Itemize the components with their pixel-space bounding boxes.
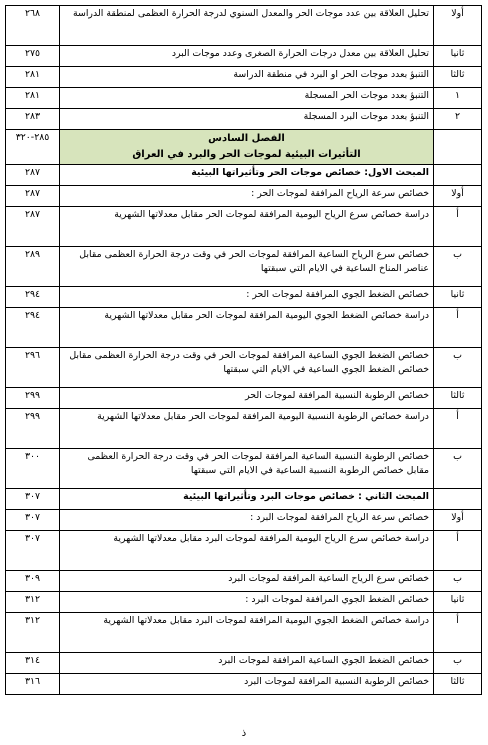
toc-item-number: أ: [434, 308, 482, 348]
toc-item-title: دراسة خصائص الضغط الجوي اليومية المرافقة لموجات الحر مقابل معدلاتها الشهرية: [60, 308, 434, 348]
toc-page-number: ٢٩٤: [6, 287, 60, 308]
toc-item-title: التنبؤ بعدد موجات الحر او البرد في منطقة الدراسة: [60, 67, 434, 88]
toc-item-number: ثالثا: [434, 388, 482, 409]
toc-body: [6, 6, 482, 695]
toc-page-number: ٢٩٦: [6, 348, 60, 388]
toc-item-title: خصائص سرع الرياح الساعية المرافقة لموجات الحر في وقت درجة الحرارة العظمى مقابل عناصر المناخ الساعية في الايام التي سبقتها: [60, 247, 434, 287]
toc-item-number: ب: [434, 571, 482, 592]
toc-page-number: ٣١٢: [6, 592, 60, 613]
toc-item-number: ب: [434, 247, 482, 287]
toc-item-number: أولا: [434, 6, 482, 46]
toc-row: [6, 592, 482, 613]
toc-page-number: ٣١٤: [6, 653, 60, 674]
toc-item-number: أ: [434, 207, 482, 247]
toc-item-title: دراسة خصائص الرطوبة النسبية اليومية المرافقة لموجات الحر مقابل معدلاتها الشهرية: [60, 409, 434, 449]
toc-row: [6, 613, 482, 653]
toc-item-number: ١: [434, 88, 482, 109]
toc-row: [6, 571, 482, 592]
toc-item-number: أ: [434, 531, 482, 571]
toc-item-number: أ: [434, 613, 482, 653]
toc-item-title: دراسة خصائص الضغط الجوي اليومية المرافقة لموجات البرد مقابل معدلاتها الشهرية: [60, 613, 434, 653]
toc-item-number: ٢: [434, 109, 482, 130]
toc-item-title: المبحث الثاني : خصائص موجات البرد وتأثيراتها البيئية: [60, 489, 434, 510]
toc-item-title: خصائص الضغط الجوي الساعية المرافقة لموجات الحر في وقت درجة الحرارة العظمى مقابل خصائص الضغط الجوي الساعية في الايام التي سبقتها: [60, 348, 434, 388]
toc-item-title: خصائص الضغط الجوي المرافقة لموجات البرد :: [60, 592, 434, 613]
toc-item-number: ب: [434, 653, 482, 674]
toc-row: [6, 186, 482, 207]
toc-item-number: [434, 130, 482, 165]
toc-page-number: ٢٨٧: [6, 207, 60, 247]
toc-item-title: خصائص الرطوبة النسبية المرافقة لموجات الحر: [60, 388, 434, 409]
toc-row: [6, 207, 482, 247]
toc-page-number: ٢٨١: [6, 88, 60, 109]
toc-item-title: خصائص سرعة الرياح المرافقة لموجات البرد :: [60, 510, 434, 531]
chapter-title: الفصل السادس: [208, 133, 285, 144]
toc-item-number: أولا: [434, 510, 482, 531]
toc-item-title: خصائص سرع الرياح الساعية المرافقة لموجات البرد: [60, 571, 434, 592]
toc-item-number: ب: [434, 348, 482, 388]
toc-item-title: خصائص الضغط الجوي المرافقة لموجات الحر :: [60, 287, 434, 308]
toc-page-number: ٢٩٤: [6, 308, 60, 348]
toc-row: [6, 46, 482, 67]
toc-page-number: ٣١٢: [6, 613, 60, 653]
toc-item-number: ثانيا: [434, 46, 482, 67]
toc-row: [6, 409, 482, 449]
chapter-title-cell: [60, 130, 434, 165]
toc-row: [6, 674, 482, 695]
toc-page-number: ٢٨١: [6, 67, 60, 88]
toc-item-title: تحليل العلاقة بين معدل درجات الحرارة الصغرى وعدد موجات البرد: [60, 46, 434, 67]
toc-page-number: ٣٠٧: [6, 510, 60, 531]
toc-row: [6, 449, 482, 489]
toc-row: [6, 247, 482, 287]
chapter-heading-row: [6, 130, 482, 165]
page-number: ذ: [241, 728, 247, 739]
toc-item-title: دراسة خصائص سرع الرياح اليومية المرافقة لموجات الحر مقابل معدلاتها الشهرية: [60, 207, 434, 247]
toc-item-number: أولا: [434, 186, 482, 207]
toc-item-number: ثالثا: [434, 67, 482, 88]
toc-row: [6, 308, 482, 348]
toc-page-number: ٢٩٩: [6, 388, 60, 409]
toc-row: [6, 6, 482, 46]
toc-item-title: خصائص الضغط الجوي الساعية المرافقة لموجات البرد: [60, 653, 434, 674]
toc-item-title: المبحث الاول: خصائص موجات الحر وتأثيراتها البيئية: [60, 165, 434, 186]
chapter-subtitle: التأثيرات البيئية لموجات الحر والبرد في العراق: [132, 149, 361, 160]
toc-row: [6, 388, 482, 409]
toc-item-number: أ: [434, 409, 482, 449]
toc-page-number: ٣٠٠: [6, 449, 60, 489]
toc-row: [6, 489, 482, 510]
toc-row: [6, 67, 482, 88]
table-of-contents: [5, 5, 482, 695]
toc-item-title: خصائص الرطوبة النسبية المرافقة لموجات البرد: [60, 674, 434, 695]
toc-item-number: ثالثا: [434, 674, 482, 695]
toc-item-title: خصائص سرعة الرياح المرافقة لموجات الحر :: [60, 186, 434, 207]
toc-page-number: ٢٦٨: [6, 6, 60, 46]
toc-page-number: ٢٨٩: [6, 247, 60, 287]
toc-item-title: خصائص الرطوبة النسبية الساعية المرافقة لموجات الحر في وقت درجة الحرارة العظمى مقابل خصائص الرطوبة النسبية الساعية في الايام التي سبقتها: [60, 449, 434, 489]
toc-page-number: ٢٨٧: [6, 165, 60, 186]
toc-page-number: ٣٠٧: [6, 489, 60, 510]
toc-page-number: ٣١٦: [6, 674, 60, 695]
toc-row: [6, 348, 482, 388]
toc-page-number: ٢٨٥-٣٢٠: [6, 130, 60, 165]
toc-page-number: ٢٩٩: [6, 409, 60, 449]
toc-page-number: ٣٠٧: [6, 531, 60, 571]
toc-item-number: ثانيا: [434, 592, 482, 613]
toc-row: [6, 88, 482, 109]
toc-item-number: [434, 165, 482, 186]
toc-item-title: التنبؤ بعدد موجات الحر المسجلة: [60, 88, 434, 109]
toc-item-title: تحليل العلاقة بين عدد موجات الحر والمعدل السنوي لدرجة الحرارة العظمى لمنطقة الدراسة: [60, 6, 434, 46]
toc-page-number: ٢٨٣: [6, 109, 60, 130]
toc-item-number: [434, 489, 482, 510]
toc-item-title: التنبؤ بعدد موجات البرد المسجلة: [60, 109, 434, 130]
toc-page-number: ٢٨٧: [6, 186, 60, 207]
toc-item-number: ثانيا: [434, 287, 482, 308]
toc-page-number: ٣٠٩: [6, 571, 60, 592]
toc-row: [6, 165, 482, 186]
toc-page-number: ٢٧٥: [6, 46, 60, 67]
toc-row: [6, 531, 482, 571]
toc-row: [6, 287, 482, 308]
toc-item-number: ب: [434, 449, 482, 489]
toc-item-title: دراسة خصائص سرع الرياح اليومية المرافقة لموجات البرد مقابل معدلاتها الشهرية: [60, 531, 434, 571]
toc-row: [6, 653, 482, 674]
toc-row: [6, 510, 482, 531]
toc-row: [6, 109, 482, 130]
